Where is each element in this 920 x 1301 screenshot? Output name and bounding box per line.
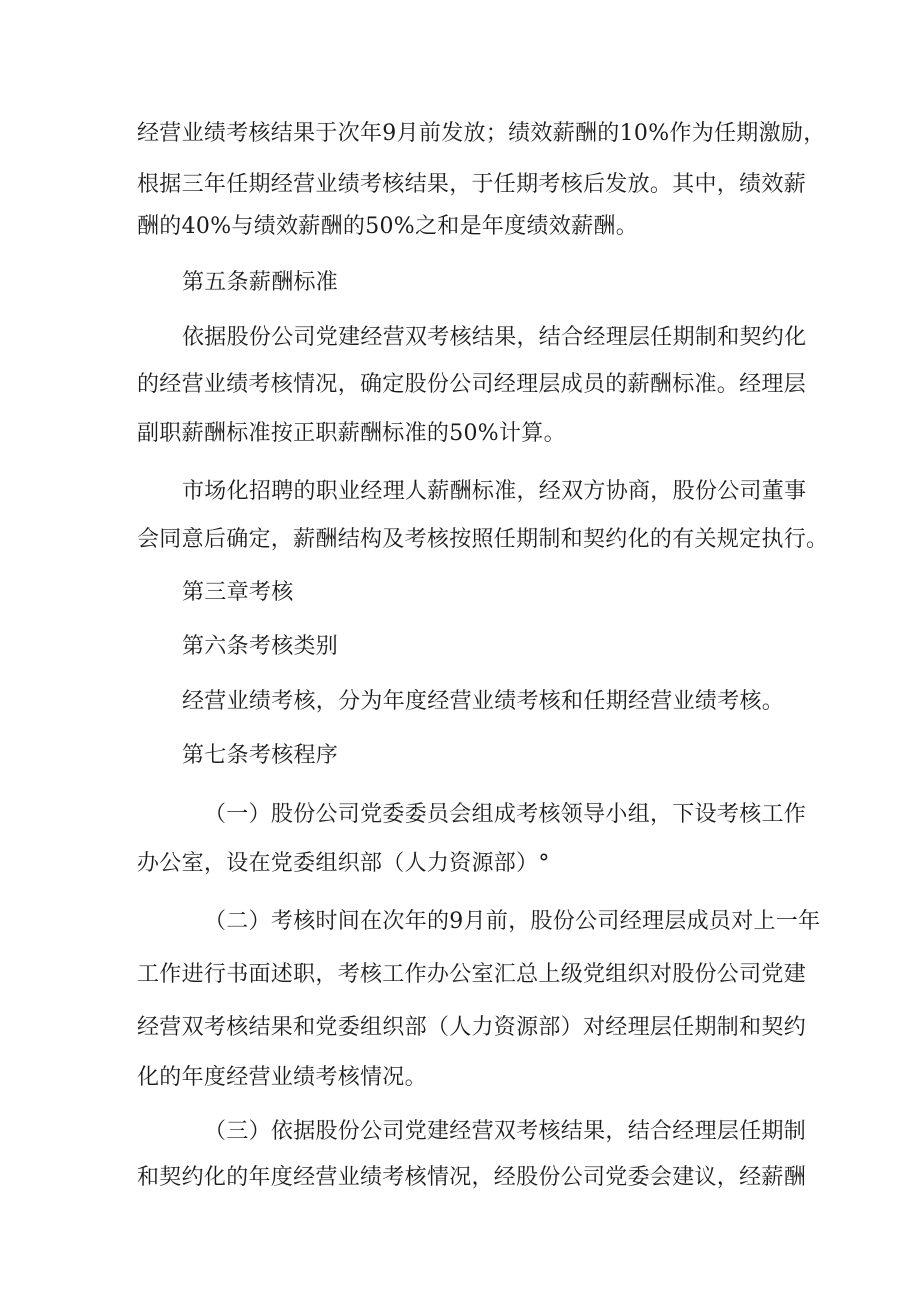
paragraph-line: 经营业绩考核结果于次年9月前发放；绩效薪酬的10%作为任期激励， [137, 121, 826, 146]
article-heading: 第五条薪酬标准 [182, 270, 339, 295]
article-heading: 第七条考核程序 [182, 743, 339, 768]
paragraph-line: 工作进行书面述职，考核工作办公室汇总上级党组织对股份公司党建 [137, 962, 807, 987]
paragraph-line: （三）依据股份公司党建经营双考核结果，结合经理层任期制 [204, 1119, 807, 1144]
paragraph-line: 市场化招聘的职业经理人薪酬标准，经双方协商，股份公司董事 [182, 479, 807, 504]
paragraph-line: 依据股份公司党建经营双考核结果，结合经理层任期制和契约化 [182, 325, 807, 350]
paragraph-line: （一）股份公司党委委员会组成考核领导小组，下设考核工作 [204, 802, 807, 827]
paragraph-line: 化的年度经营业绩考核情况。 [137, 1065, 427, 1090]
paragraph-line: （二）考核时间在次年的9月前，股份公司经理层成员对上一年 [204, 909, 821, 934]
paragraph-line: 的经营业绩考核情况，确定股份公司经理层成员的薪酬标准。经理层 [137, 372, 807, 397]
article-heading: 第六条考核类别 [182, 634, 339, 659]
paragraph-line: 和契约化的年度经营业绩考核情况，经股份公司党委会建议，经薪酬 [137, 1165, 807, 1190]
paragraph-line: 副职薪酬标准按正职薪酬标准的50%计算。 [137, 421, 566, 446]
chapter-heading: 第三章考核 [182, 580, 294, 605]
paragraph-line: 经营业绩考核，分为年度经营业绩考核和任期经营业绩考核。 [182, 689, 785, 714]
paragraph-line: 根据三年任期经营业绩考核结果，于任期考核后发放。其中，绩效薪 [137, 172, 807, 197]
paragraph-line: 办公室，设在党委组织部（人力资源部）° [137, 851, 550, 876]
paragraph-line: 经营双考核结果和党委组织部（人力资源部）对经理层任期制和契约 [137, 1015, 807, 1040]
paragraph-line: 会同意后确定，薪酬结构及考核按照任期制和契约化的有关规定执行。 [137, 527, 829, 552]
paragraph-line: 酬的40%与绩效薪酬的50%之和是年度绩效薪酬。 [137, 214, 638, 239]
